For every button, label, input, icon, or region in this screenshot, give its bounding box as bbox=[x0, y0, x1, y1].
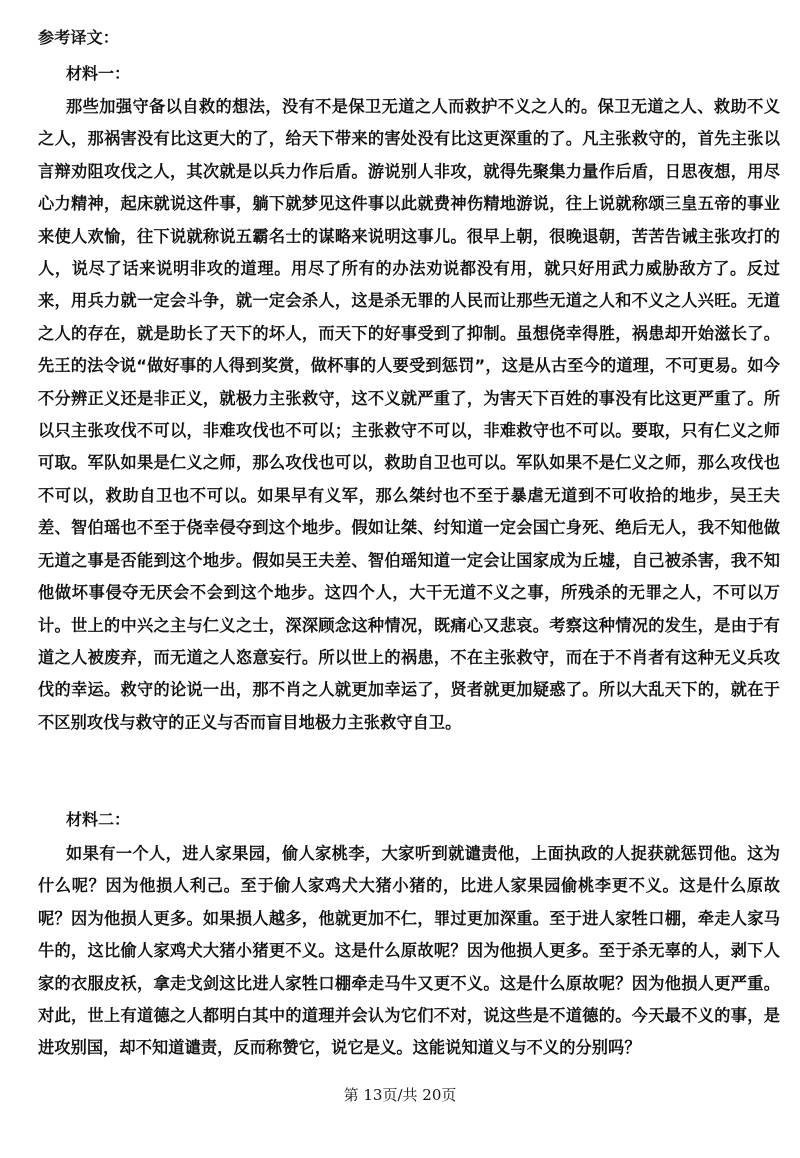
page-heading: 参考译文： bbox=[38, 28, 120, 47]
page-number-footer: 第 13页/共 20页 bbox=[343, 1086, 457, 1104]
material-1-paragraph: 那些加强守备以自救的想法，没有不是保卫无道之人而救护不义之人的。保卫无道之人、救助不义之人，那祸害没有比这更大的了，给天下带来的害处没有比这更深重的了。凡主张救守的，首先主张以言辩劝阻攻伐之人，其次就是以兵力作后盾。游说别人非攻，就得先聚集力量作后盾，日思夜想，用尽心力精神，起床就说这件事，躺下就梦见这件事以此就费神伤精地游说，往上说就称颂三皇五帝的事业来使人欢愉，往下说就称说五霸名士的谋略来说明这事儿。很早上朝，很晚退朝，苦苦告诫主张攻打的人，说尽了话来说明非攻的道理。用尽了所有的办法劝说都没有用，就只好用武力威胁敌方了。反过来，用兵力就一定会斗争，就一定会杀人，这是杀无罪的人民而让那些无道之人和不义之人兴旺。无道之人的存在，就是助长了天下的坏人，而天下的好事受到了抑制。虽想侥幸得胜，祸患却开始滋长了。先王的法令说“做好事的人得到奖赏，做杯事的人要受到惩罚”，这是从古至今的道理，不可更易。如今不分辨正义还是非正义，就极力主张救守，这不义就严重了，为害天下百姓的事没有比这更严重了。所以只主张攻伐不可以，非难攻伐也不可以；主张救守不可以，非难救守也不可以。要取，只有仁义之师可取。军队如果是仁义之师，那么攻伐也可以，救助自卫也可以。军队如果不是仁义之师，那么攻伐也不可以，救助自卫也不可以。如果早有义军，那么桀纣也不至于暴虐无道到不可收拾的地步，吴王夫差、智伯瑶也不至于侥幸侵夺到这个地步。假如让桀、纣知道一定会国亡身死、绝后无人，我不知他做无道之事是否能到这个地步。假如吴王夫差、智伯瑶知道一定会让国家成为丘墟，自己被杀害，我不知他做坏事侵夺无厌会不会到这个地步。这四个人，大干无道不义之事，所残杀的无罪之人，不可以万计。世上的中兴之主与仁义之士，深深顾念这种情况，既痛心又悲哀。考察这种情况的发生，是由于有道之人被废弃，而无道之人恣意妄行。所以世上的祸患，不在主张救守，而在于不肖者有这种无义兵攻伐的幸运。救守的论说一出，那不肖之人就更加幸运了，贤者就更加疑惑了。所以大乱天下的，就在于不区别攻伐与救守的正义与否而盲目地极力主张救守自卫。 bbox=[38, 97, 780, 732]
material-2-label: 材料二： bbox=[66, 810, 131, 829]
material-1-label: 材料一： bbox=[66, 64, 131, 83]
material-2-paragraph: 如果有一个人，进人家果园，偷人家桃李，大家听到就谴责他，上面执政的人捉获就惩罚他。这为什么呢？因为他损人利己。至于偷人家鸡犬大猪小猪的，比进人家果园偷桃李更不义。这是什么原故呢？因为他损人更多。如果损人越多，他就更加不仁，罪过更加深重。至于进人家牲口棚，牵走人家马牛的，这比偷人家鸡犬大猪小猪更不义。这是什么原故呢？因为他损人更多。至于杀无辜的人，剥下人家的衣服皮袄，拿走戈剑这比进人家牲口棚牵走马牛又更不义。这是什么原故呢？因为他损人更严重。对此，世上有道德之人都明白其中的道理并会认为它们不对，说这些是不道德的。今天最不义的事，是进攻别国，却不知道谴责，反而称赞它，说它是义。这能说知道义与不义的分别吗？ bbox=[38, 844, 780, 1058]
